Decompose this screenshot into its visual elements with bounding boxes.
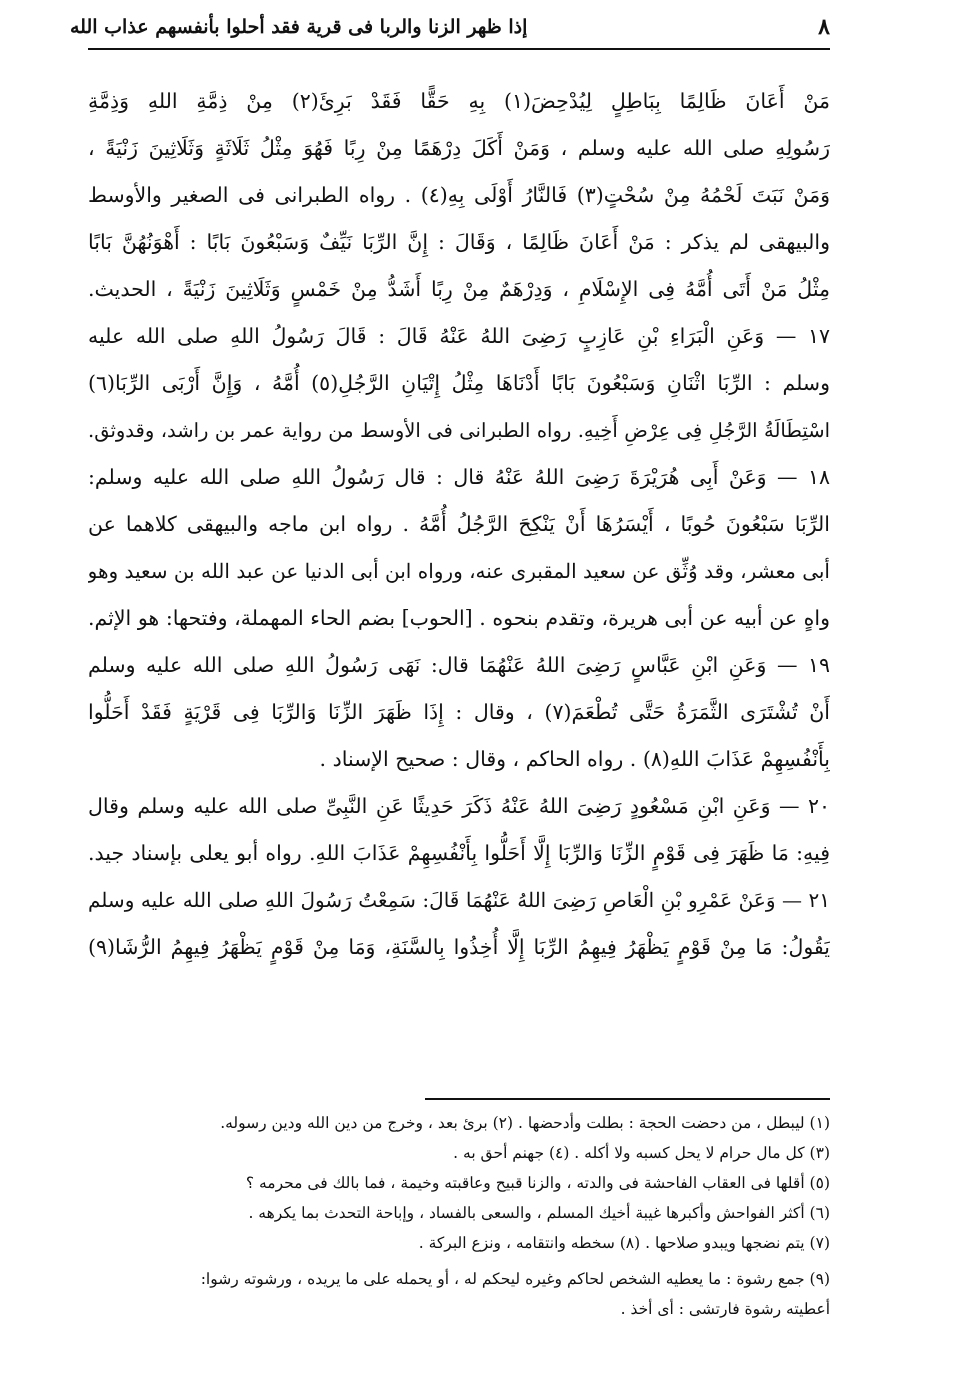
footnotes — [88, 1108, 830, 1324]
hadith-20-start: ٢٠ — وَعَنِ ابْنِ مَسْعُودٍ رَضِىَ اللهُ عَنْهُ ذَكَرَ حَدِيثًا عَنِ النَّبِىِّ صلى الله عليه وسلم وقال — [88, 794, 830, 818]
footnote-divider — [425, 1098, 830, 1100]
text-line: واهٍ عن أبيه عن أبى هريرة، وتقدم بنحوه . [الحوب] بضم الحاء المهملة، وفتحها: هو الإثم. — [88, 606, 830, 630]
text-line: وسلم : الرِّبَا اثْنَانِ وَسَبْعُونَ بَابًا أَدْنَاهَا مِثْلُ إِتْيَانِ الرَّجُلِ(٥) أُمَّهُ ، وَإِنَّ أَرْبَى الرِّبَا(٦) — [88, 371, 830, 395]
text-line: وَمَنْ نَبَتَ لَحْمُهُ مِنْ سُحْتٍ(٣) فَالنَّارُ أَوْلَى بِهِ(٤) . رواه الطبرانى فى الصغير والأوسط — [88, 183, 830, 207]
text-line: مَنْ أَعَانَ ظَالِمًا بِبَاطِلٍ لِيُدْحِضَ(١) بِهِ حَقًّا فَقَدْ بَرِئَ(٢) مِنْ ذِمَّةِ اللهِ وَذِمَّةِ — [88, 89, 830, 113]
text-line: رَسُولِهِ صلى الله عليه وسلم ، وَمَنْ أَكَلَ دِرْهَمًا مِنْ رِبًا فَهُوَ مِثْلُ ثَلَاثَةٍ وَثَلَاثِينَ زَنْيَةً ، — [88, 136, 830, 160]
footnote: (٩) جمع رشوة : ما يعطيه الشخص لحاكم وغيره ليحكم له ، أو يحمله على ما يريده ، ورشوته رشوا: — [200, 1270, 830, 1288]
footnote: (١) ليبطل ، من دحضت الحجة : بطلت وأدحضها . (٢) برئ بعد ، وخرج من دين الله ودين رسوله. — [220, 1114, 830, 1132]
text-line: أَنْ تُشْتَرَى الثَّمَرَةُ حَتَّى تُطْعَمَ(٧) ، وقال : إِذَا ظَهَرَ الزِّنَا وَالرِّبَا فِى قَرْيَةٍ فَقَدْ أَحَلُّوا — [88, 700, 830, 724]
header-divider — [88, 48, 830, 50]
footnote: (٣) كل مال حرام لا يحل كسبه ولا أكله . (٤) جهنم أحق به . — [453, 1144, 830, 1162]
hadith-21-start: ٢١ — وَعَنْ عَمْرِو بْنِ الْعَاصِ رَضِىَ اللهُ عَنْهُمَا قَالَ: سَمِعْتُ رَسُولَ اللهِ صلى الله عليه وسلم — [88, 888, 830, 912]
hadith-18-start: ١٨ — وَعَنْ أَبِى هُرَيْرَةَ رَضِىَ اللهُ عَنْهُ قال : قال رَسُولُ اللهِ صلى الله عليه وسلم: — [88, 465, 830, 489]
text-line: أبى معشر، وقد وُثِّق عن سعيد المقبرى عنه، ورواه ابن أبى الدنيا عن عبد الله بن سعيد وهو — [88, 559, 830, 583]
text-line: فِيهِ: مَا ظَهَرَ فِى قَوْمٍ الزِّنَا وَالرِّبَا إِلَّا أَحَلُّوا بِأَنْفُسِهِمْ عَذَابَ اللهِ. رواه أبو يعلى بإسناد جيد. — [88, 841, 830, 865]
text-line: بِأَنْفُسِهِمْ عَذَابَ اللهِ(٨) . رواه الحاكم ، وقال : صحيح الإسناد . — [319, 747, 830, 771]
text-line: يَقُولُ: مَا مِنْ قَوْمٍ يَظْهَرُ فِيهِمُ الرِّبَا إِلَّا أُخِذُوا بِالسَّنَةِ، وَمَا مِنْ قَوْمٍ يَظْهَرُ فِيهِمُ الرُّشَا(٩) — [88, 935, 830, 959]
text-line: الرِّبَا سَبْعُونَ حُوبًا ، أَيْسَرُهَا أَنْ يَنْكِحَ الرَّجُلُ أُمَّهُ . رواه ابن ماجه والبيهقى كلاهما عن — [88, 512, 830, 536]
page-number: ٨ — [818, 14, 830, 40]
text-line: مِثْلُ مَنْ أَتَى أُمَّهُ فِى الإِسْلَامِ ، وَدِرْهَمٌ مِنْ رِبًا أَشَدُّ مِنْ خَمْسٍ وَثَلَاثِينَ زَنْيَةً ، الحديث. — [88, 277, 830, 301]
running-title: إذا ظهر الزنا والربا فى قرية فقد أحلوا بأنفسهم عذاب الله — [70, 16, 528, 38]
main-text — [88, 78, 830, 971]
hadith-17-start: ١٧ — وَعَنِ الْبَرَاءِ بْنِ عَازِبٍ رَضِىَ اللهُ عَنْهُ قَالَ : قَالَ رَسُولُ اللهِ صلى الله عليه — [88, 324, 830, 348]
footnote: (٥) أقلها فى العقاب الفاحشة فى والدته ، والزنا قبيح وعاقبته وخيمة ، فما بالك فى محرمه ؟ — [245, 1174, 830, 1192]
footnote: أعطيته رشوة فارتشى : أى أخذ . — [620, 1300, 830, 1318]
page-header — [70, 10, 830, 44]
text-line: اسْتِطَالَةُ الرَّجُلِ فِى عِرْضِ أَخِيهِ. رواه الطبرانى فى الأوسط من رواية عمر بن راشد، وقدوثق. — [88, 419, 830, 442]
text-line: والبيهقى لم يذكر : مَنْ أَعَانَ ظَالِمًا ، وَقَالَ : إِنَّ الرِّبَا نَيِّفٌ وَسَبْعُونَ بَابًا : أَهْوَنُهُنَّ بَابًا — [88, 230, 830, 254]
footnote: (٦) أكثر الفواحش وأكبرها غيبة أخيك المسلم ، والسعى بالفساد ، وإباحة التحدث بما يكرهه . — [248, 1204, 830, 1222]
hadith-19-start: ١٩ — وَعَنِ ابْنِ عَبَّاسٍ رَضِىَ اللهُ عَنْهُمَا قال: نَهَى رَسُولُ اللهِ صلى الله عليه وسلم — [88, 653, 830, 677]
footnote: (٧) يتم نضجها ويبدو صلاحها . (٨) سخطه وانتقامه ، ونزع البركة . — [418, 1234, 830, 1252]
